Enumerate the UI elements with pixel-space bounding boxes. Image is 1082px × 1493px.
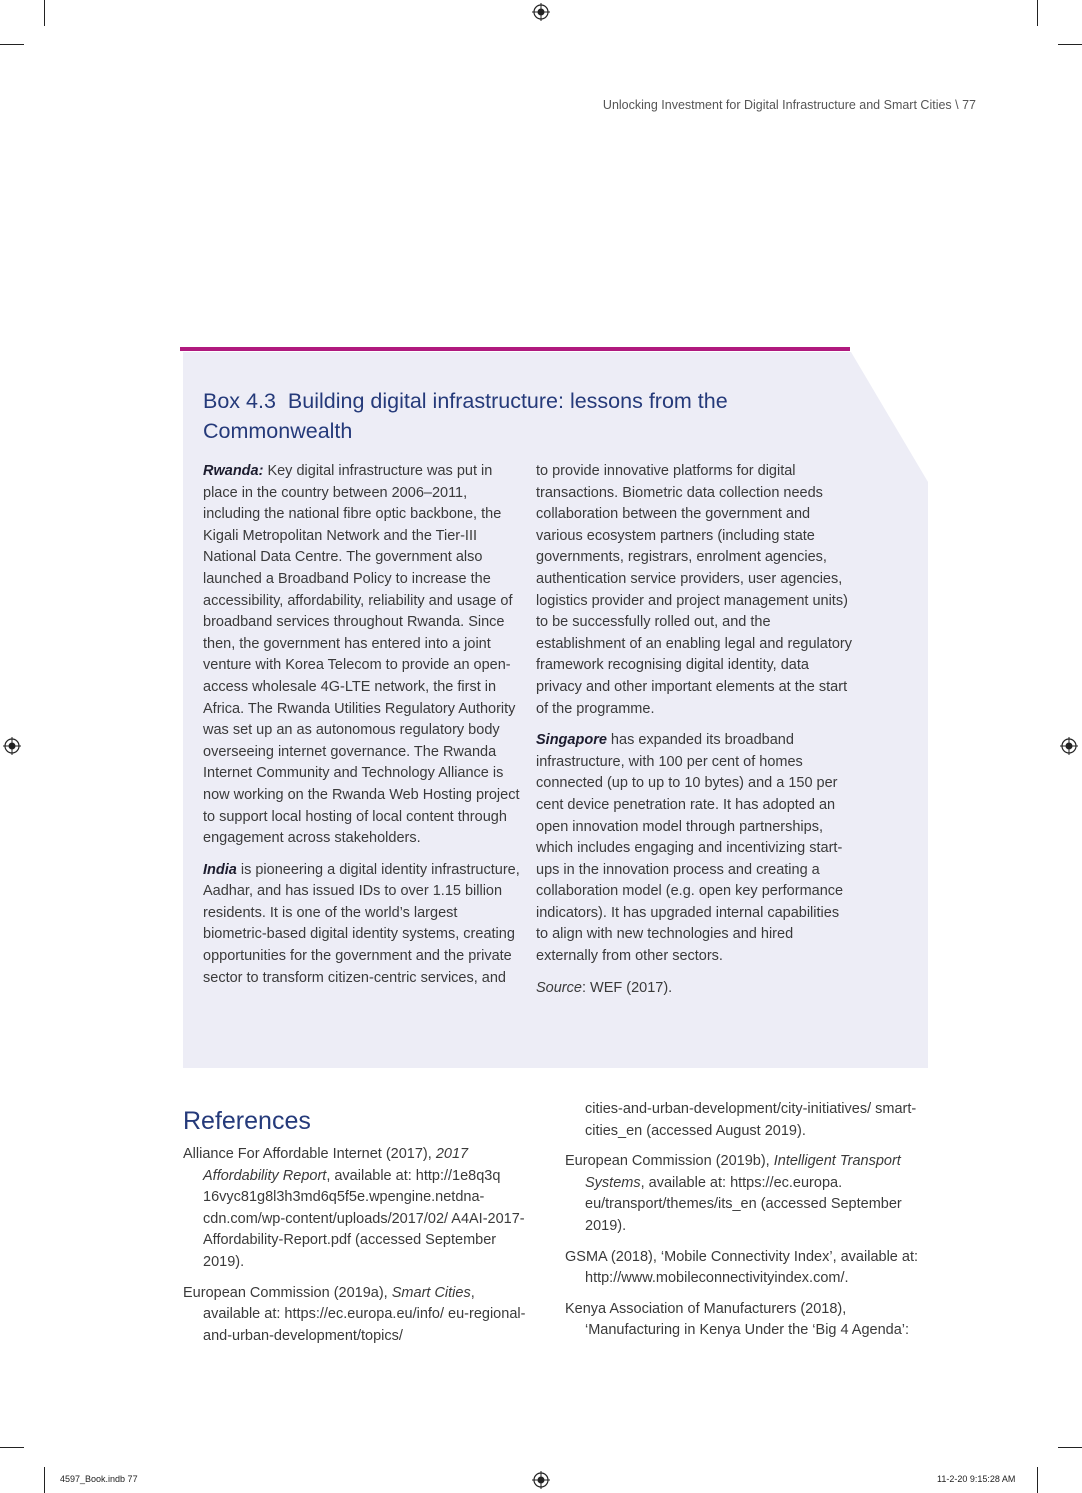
text-rwanda: Key digital infrastructure was put in place in the country between 2006–2011, including the national fibre optic backbone, the Kigali Metropolitan Network and the Tier-III National Data Centre. The government also launched a Broadband Policy to increase the accessibility, affordability, reliability and usage of broadband services throughout Rwanda. Since then, the government has entered into a joint venture with Korea Telecom to provide an open-access wholesale 4G-LTE network, the first in Africa. The Rwanda Utilities Regulatory Authority was set up an as autonomous regulatory body overseeing internet governance. The Rwanda Internet Community and Technology Alliance is now working on the Rwanda Web Hosting project to support local hosting of local content through engagement across stakeholders.	[203, 463, 520, 847]
reference-item: GSMA (2018), ‘Mobile Connectivity Index’, available at: http://www.mobileconnectivityindex.com/.	[565, 1248, 919, 1287]
lead-singapore: Singapore	[536, 732, 607, 749]
references-heading: References	[183, 1107, 311, 1135]
reference-author: European Commission (2019a),	[183, 1284, 392, 1301]
crop-mark	[0, 44, 24, 45]
references-column-left	[183, 1144, 528, 1356]
reference-details: , available at: https://ec.europa.eu/info/ eu-regional-and-urban-development/topics/	[203, 1284, 526, 1344]
registration-mark-icon	[532, 3, 550, 21]
slug-timestamp: 11-2-20 9:15:28 AM	[937, 1474, 1016, 1484]
slug-file: 4597_Book.indb 77	[60, 1474, 138, 1484]
running-head: Unlocking Investment for Digital Infrastructure and Smart Cities \ 77	[602, 98, 976, 112]
paragraph-rwanda	[203, 461, 521, 850]
crop-mark	[44, 1467, 45, 1493]
registration-mark-icon	[3, 737, 21, 755]
text-singapore: has expanded its broadband infrastructure, with 100 per cent of homes connected (up to up to 10 bytes) and a 150 per cent device penetration rate. It has adopted an open innovation model through partnerships, which includes engaging and incentivizing start-ups in the innovation process and creating a collaboration model (e.g. open key performance indicators). It has upgraded internal capabilities to align with new technologies and hired externally from other sectors.	[536, 732, 844, 965]
reference-details: , available at: http://1e8q3q 16vyc81g8l3h3md6q5f5e.wpengine.netdna-cdn.com/wp-content/uploads/2017/02/ A4AI-2017-Affordability-Report.pdf (accessed September 2019).	[203, 1167, 525, 1270]
reference-item	[183, 1144, 528, 1274]
crop-mark	[1058, 1447, 1082, 1448]
text-india: is pioneering a digital identity infrastructure, Aadhar, and has issued IDs to over 1.15 billion residents. It is one of the world’s largest biometric-based digital identity systems, creating opportunities for the government and the private sector to transform citizen-centric services, and	[203, 861, 520, 986]
box-number: Box 4.3	[203, 389, 276, 413]
crop-mark	[1058, 44, 1082, 45]
reference-author: European Commission (2019b),	[565, 1153, 774, 1170]
references-column-right	[565, 1099, 935, 1351]
reference-title: Intelligent Transport Systems	[585, 1153, 901, 1191]
registration-mark-icon	[532, 1471, 550, 1489]
paragraph-singapore	[536, 730, 854, 968]
reference-title: 2017 Affordability Report	[203, 1146, 469, 1184]
reference-continued: cities-and-urban-development/city-initiatives/ smart-cities_en (accessed August 2019).	[585, 1101, 917, 1139]
reference-item	[183, 1283, 528, 1348]
crop-mark	[0, 1447, 24, 1448]
crop-mark	[44, 0, 45, 26]
reference-item	[565, 1151, 935, 1237]
source-label: Source	[536, 979, 582, 996]
crop-mark	[1037, 0, 1038, 26]
reference-item: Kenya Association of Manufacturers (2018), ‘Manufacturing in Kenya Under the ‘Big 4 Agenda’:	[565, 1300, 910, 1339]
box-accent-rule	[180, 347, 850, 351]
crop-mark	[1037, 1467, 1038, 1493]
box-column-right	[536, 461, 854, 1009]
source-text: : WEF (2017).	[581, 979, 673, 996]
box-title-text: Building digital infrastructure: lessons from the Commonwealth	[203, 389, 728, 443]
lead-india: India	[203, 861, 237, 878]
source-note	[536, 978, 854, 1000]
reference-details: , available at: https://ec.europa. eu/transport/themes/its_en (accessed September 2019).	[585, 1174, 902, 1234]
lead-rwanda: Rwanda:	[203, 463, 264, 479]
paragraph-india-continued: to provide innovative platforms for digital transactions. Biometric data collection needs collaboration between the government and various ecosystem partners (including state governments, registrars, enrolment agencies, authentication service providers, user agencies, logistics provider and project management units) to be successfully rolled out, and the establishment of an enabling legal and regulatory framework recognising digital identity, data privacy and other important elements at the start of the programme.	[536, 463, 852, 717]
reference-title: Smart Cities	[391, 1284, 471, 1301]
paragraph-india	[203, 860, 521, 990]
box-title	[203, 386, 823, 446]
reference-author: Alliance For Affordable Internet (2017),	[183, 1146, 436, 1162]
box-column-left	[203, 461, 521, 999]
registration-mark-icon	[1060, 737, 1078, 755]
